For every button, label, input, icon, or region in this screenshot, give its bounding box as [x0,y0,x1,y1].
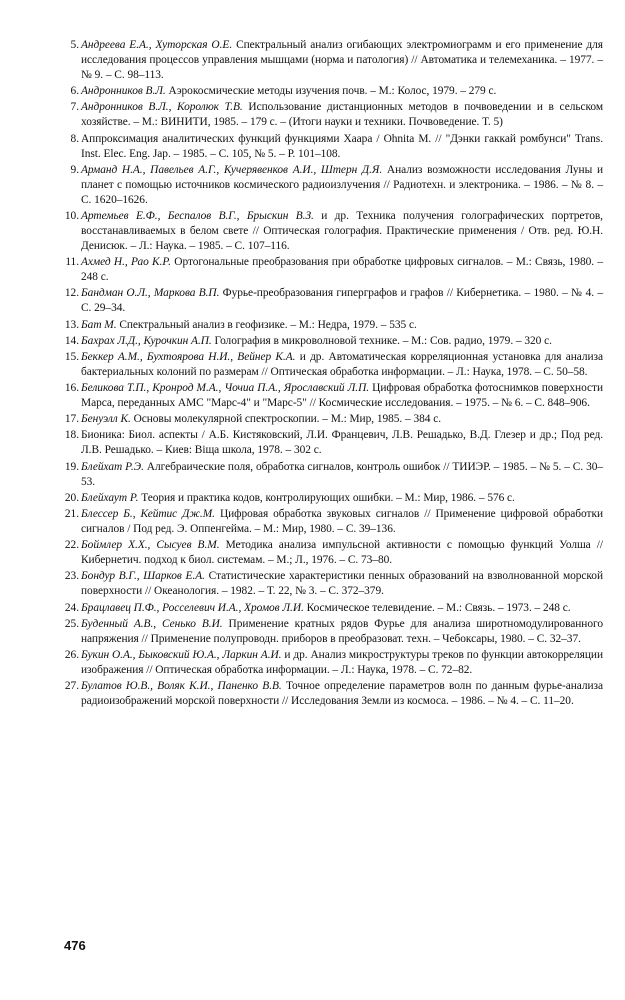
reference-text: Алгебраические поля, обработка сигналов, контроль ошибок // ТИИЭР. – 1985. – № 5. – С. 30–53. [81,460,603,488]
reference-item [55,381,603,411]
reference-text: Голография в микроволновой технике. – М.: Сов. радио, 1979. – 320 с. [211,334,552,347]
reference-number: 15. [64,350,79,363]
reference-text: Применение кратных рядов Фурье для анализа широтномодулированного напряжения // Применение полупроводн. приборов в преобразоват. техн. – Чебоксары, 1980. – С. 32–37. [81,617,603,645]
reference-text: Анализ возможности исследования Луны и планет с помощью источников космического радиоизлучения // Радиотехн. и электроника. – 1986. – № 8. – С. 1620–1626. [81,163,603,206]
reference-text: Использование дистанционных методов в почвоведении и в сельском хозяйстве. – М.: ВИНИТИ, 1985. – 179 с. – (Итоги науки и техники. Почвоведение. Т. 5) [81,101,603,129]
reference-authors: Блейхат Р.Э. [81,460,144,473]
reference-number: 12. [64,287,79,300]
reference-text: Аэрокосмические методы изучения почв. – М.: Колос, 1979. – 279 с. [165,85,497,98]
reference-authors: Блессер Б., Кейтис Дж.М. [81,508,215,520]
reference-text: Статистические характеристики пенных образований на взволнованной морской поверхности // Океанология. – 1982. – Т. 22, № 3. – С. 372–379. [81,570,603,598]
reference-item [55,334,603,349]
reference-authors: Бахрах Л.Д., Курочкин А.П. [81,334,212,347]
reference-text: Аппроксимация аналитических функций функциями Хаара / Ohnita M. // "Дэнки гаккай ромбунси" Trans. Inst. Elec. Eng. Jap. – 1985. – С. 105, № 5. – Р. 101–108. [81,132,603,160]
reference-number: 23. [64,570,79,583]
reference-item [55,538,603,568]
reference-item [55,648,603,678]
reference-authors: Бандман О.Л., Маркова В.П. [81,287,220,300]
reference-authors: Арманд Н.А., Павельев А.Г., Кучерявенков А.И., Штерн Д.Я. [81,163,383,176]
reference-number: 8. [70,132,79,145]
reference-text: Теория и практика кодов, контролирующих ошибки. – М.: Мир, 1986. – 576 с. [138,491,515,504]
reference-text: и др. Анализ микроструктуры треков по функции автокорреляции изображения // Оптическая обработка информации. – Л.: Наука, 1978. – С. 72–82. [81,648,603,676]
reference-text: Основы молекулярной спектроскопии. – М.: Мир, 1985. – 384 с. [130,413,442,426]
reference-text: Точное определение параметров волн по данным фурье-анализа радиоизображений морской поверхности // Исследования Земли из космоса. – 1986. – № 4. – С. 11–20. [81,680,603,708]
reference-authors: Брацлавец П.Ф., Росселевич И.А., Хромов Л.И. [81,601,304,614]
reference-number: 6. [70,85,79,98]
reference-text: Спектральный анализ огибающих электромиограмм и его применение для исследования процессов управления мышцами (норма и патология) // Автоматика и телемеханика. – 1977. – № 9. – С. 98–113. [81,39,603,81]
reference-number: 20. [64,491,79,504]
reference-item [55,318,603,333]
reference-number: 9. [70,163,79,176]
reference-text: Цифровая обработка звуковых сигналов // Применение цифровой обработки сигналов / Под ред. Э. Оппенгейма. – М.: Мир, 1980. – С. 39–136. [81,508,603,535]
reference-text: Ортогональные преобразования при обработке цифровых сигналов. – М.: Связь, 1980. – 248 с. [81,256,604,284]
reference-authors: Беккер А.М., Бухтоярова Н.И., Вейнер К.А. [81,350,296,363]
reference-authors: Артемьев Е.Ф., Беспалов В.Г., Брыскин В.З. [81,209,314,222]
reference-item [55,679,603,709]
reference-authors: Андронников В.Л., Королюк Т.В. [81,101,243,114]
reference-number: 5. [70,39,79,51]
reference-number: 27. [64,680,79,693]
reference-item [55,507,603,537]
reference-item [55,84,603,99]
reference-text: Фурье-преобразования гиперграфов и графов // Кибернетика. – 1980. – № 4. – С. 29–34. [81,287,603,315]
reference-authors: Боймлер Х.Х., Сысуев В.М. [81,539,220,552]
reference-authors: Бат М. [81,318,117,331]
reference-item [55,412,603,427]
reference-number: 18. [64,429,79,442]
reference-list [55,38,603,710]
reference-text: Цифровая обработка фотоснимков поверхности Марса, переданных АМС "Марс-4" и "Марс-5" // Космические исследования. – 1975. – № 6. – С. 848–906. [81,382,604,410]
reference-text: и др. Техника получения голографических портретов, восстанавливаемых в белом свете // Оптическая голография. Практические применения / Отв. ред. Ю.Н. Денисюк. – Л.: Наука. – 1985. – С. 107–116. [81,209,603,252]
reference-authors: Букин О.А., Быковский Ю.А., Ларкин А.И. [81,648,282,661]
reference-number: 24. [64,601,79,614]
reference-text: Бионика: Биол. аспекты / А.Б. Кистяковский, Л.И. Францевич, Л.В. Решадько, В.Д. Глезер и др.; Под ред. Л.В. Решадько. – Киев: Віща школа, 1978. – 302 с. [81,429,603,457]
reference-number: 19. [64,460,79,473]
reference-item [55,38,603,83]
reference-number: 26. [64,648,79,661]
reference-authors: Бондур В.Г., Шарков Е.А. [81,570,205,583]
reference-number: 22. [64,539,79,552]
reference-number: 14. [64,334,79,347]
reference-item [55,132,603,162]
reference-item [55,491,603,506]
reference-item [55,209,603,254]
reference-authors: Бенуэлл К. [81,413,131,426]
reference-item [55,100,603,130]
reference-authors: Беликова Т.П., Кронрод М.А., Чочиа П.А., Ярославский Л.П. [81,382,370,395]
reference-text: Космическое телевидение. – М.: Связь. – 1973. – 248 с. [303,601,571,614]
reference-number: 13. [64,318,79,331]
reference-item [55,163,603,208]
reference-item [55,617,603,647]
reference-item [55,350,603,380]
reference-authors: Андронников В.Л. [81,85,166,98]
reference-number: 10. [64,209,79,222]
reference-number: 11. [65,256,79,269]
reference-text: Спектральный анализ в геофизике. – М.: Недра, 1979. – 535 с. [116,318,417,331]
reference-item [55,428,603,458]
reference-item [55,601,603,616]
reference-number: 16. [64,382,79,395]
reference-authors: Буденный А.В., Сенько В.И. [81,617,223,630]
page-number: 476 [64,938,86,953]
reference-text: Методика анализа импульсной активности с помощью функций Уолша // Кибернетич. подход к биол. системам. – М.; Л., 1976. – С. 73–80. [81,539,604,567]
reference-authors: Ахмед Н., Рао К.Р. [81,256,171,269]
reference-text: и др. Автоматическая корреляционная установка для анализа бактериальных колоний по размерам // Оптическая обработка информации. – Л.: Наука, 1978. – С. 50–58. [81,350,603,378]
reference-item [55,255,603,285]
reference-authors: Андреева Е.А., Хуторская О.Е. [81,39,233,51]
reference-item [55,460,603,490]
reference-authors: Блейхаут Р. [81,491,139,504]
reference-number: 7. [70,101,79,114]
reference-item [55,569,603,599]
reference-authors: Булатов Ю.В., Воляк К.И., Паненко В.В. [81,680,282,693]
reference-item [55,286,603,316]
reference-number: 17. [64,413,79,426]
reference-number: 25. [64,617,79,630]
reference-number: 21. [64,508,79,520]
